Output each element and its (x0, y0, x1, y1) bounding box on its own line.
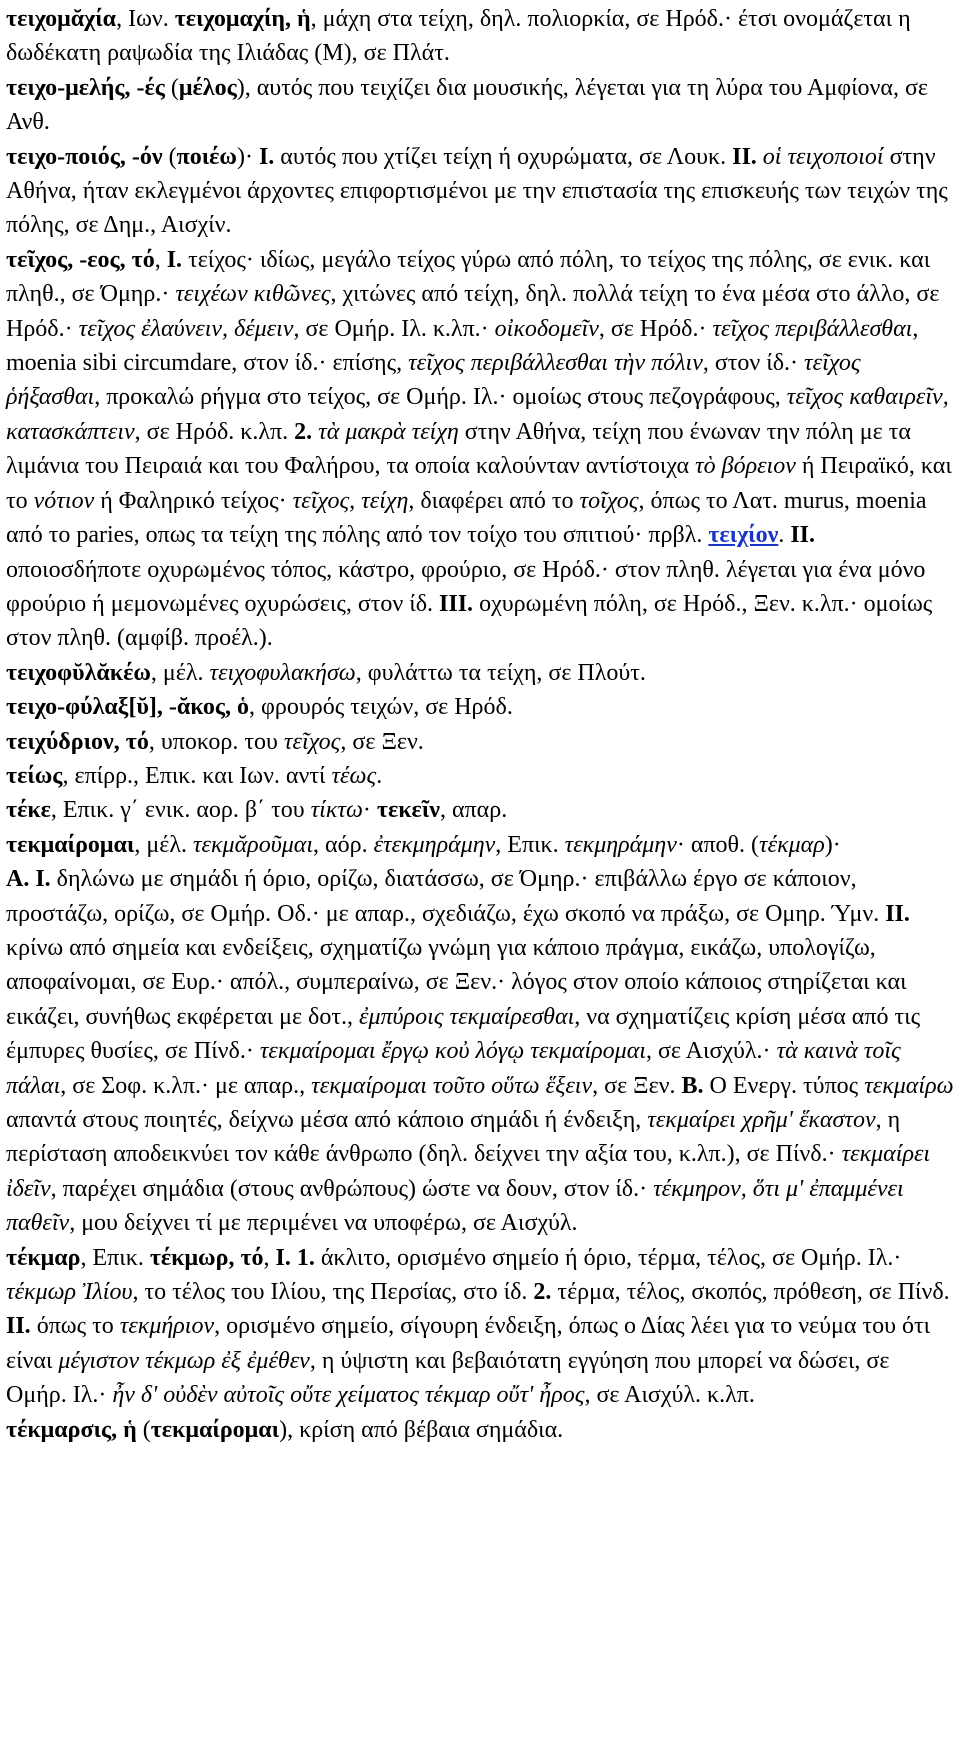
definition-text: , μάχη στα τείχη, δηλ. πολιορκία, σε Ηρόδ.· έτσι ονομάζεται η δωδέκατη ραψωδία της Ιλιάδας (Μ), σε Πλάτ. (6, 6, 911, 67)
example-text: τειχέων κιθῶνες (175, 281, 331, 308)
definition-text: , το τέλος του Ιλίου, της Περσίας, στο ίδ. (132, 1279, 534, 1306)
headword: II. (6, 1313, 31, 1340)
definition-text: , επίρρ., Επικ. και Ιων. αντί (62, 762, 332, 789)
headword: II. (885, 900, 910, 927)
example-text: τεκμήριον (119, 1313, 215, 1340)
definition-text: · (362, 797, 377, 824)
example-text: τεκμαίρομαι ἔργῳ κοὐ λόγῳ τεκμαίρομαι (259, 1038, 646, 1065)
definition-text: , διαφέρει από το (408, 487, 580, 514)
definition-text: , αόρ. (313, 831, 374, 858)
definition-text: , υποκορ. του (148, 728, 284, 755)
definition-text: άκλιτο, ορισμένο σημείο ή όριο, τέρμα, τέλος, σε Ομήρ. Ιλ.· (314, 1244, 902, 1271)
example-text: τεῖχος περιβάλλεσθαι (712, 315, 913, 342)
definition-text: , στον ίδ.· (702, 350, 805, 377)
example-text: τεῖχος καθαιρεῖν, κατασκάπτειν (6, 384, 949, 445)
definition-text: , (263, 1244, 276, 1271)
headword: τειχο-μελής, -ές (6, 74, 165, 101)
example-text: τίκτω (310, 797, 363, 824)
definition-text: , σε Ξεν. (592, 1072, 682, 1099)
definition-text: , μέλ. (150, 659, 210, 686)
definition-text: , απαρ. (439, 797, 508, 824)
definition-text: )· (236, 143, 259, 170)
definition-text: , σε Ηρόδ.· (598, 315, 713, 342)
headword: 2. (294, 418, 313, 445)
example-text: τεῖχος, τείχη (292, 487, 409, 514)
headword: 2. (533, 1279, 552, 1306)
example-text: τέκμωρ Ἰλίου (6, 1279, 133, 1306)
headword: τέκμαρ (6, 1244, 81, 1271)
example-text: τὸ βόρειον (695, 453, 796, 480)
dictionary-entry-teios (6, 759, 954, 793)
definition-text: , όπως το Λατ. murus, moenia από το paries, οπως τα τείχη της πόλης από τον τοίχο του σπιτιού· πρβλ. (6, 487, 927, 549)
definition-text: , Επικ. (80, 1244, 150, 1271)
definition-text: )· (824, 831, 841, 858)
dictionary-entry-tekmairomai-sense (6, 862, 954, 1240)
definition-text: στην Αθήνα, τείχη που ένωναν την πόλη με τα λιμάνια του Πειραιά και του Φαλήρου, τα οποία καλούνταν αντίστοιχα (6, 418, 911, 480)
headword: I. (166, 246, 183, 273)
headword: τειχο-φύλαξ[ῠ], -ᾰκος, ὁ (6, 694, 250, 721)
headword: τεκμαίρομαι (6, 831, 135, 858)
example-text: ἐμπύροις τεκμαίρεσθαι (359, 1003, 575, 1030)
example-text: τέκμαρ (759, 831, 825, 858)
headword: μέλος (178, 74, 237, 101)
headword: τείως (6, 762, 63, 789)
headword: II. (732, 143, 757, 170)
definition-text: δηλώνω με σημάδι ή όριο, ορίζω, διατάσσω, σε Όμηρ.· επιβάλλω έργο σε κάποιον, προστάζω, ορίζω, σε Ομήρ. Οδ.· με απαρ., σχεδιάζω, έχω σκοπό να πράξω, σε Ομηρ. Ύμν. (6, 866, 886, 927)
example-text: τεῖχος ῥήξασθαι (6, 350, 861, 411)
headword: τεκεῖν (376, 797, 440, 824)
example-text: τὰ μακρὰ τείχη (318, 418, 459, 445)
definition-text: , σε Σοφ. κ.λπ.· με απαρ., (60, 1072, 312, 1099)
headword: I. (258, 143, 275, 170)
headword: τέκε (6, 797, 51, 824)
example-text: ἐτεκμηράμην (373, 831, 496, 858)
definition-text: ή Πειραϊκό, και το (6, 453, 952, 514)
definition-text: , φρουρός τειχών, σε Ηρόδ. (249, 694, 513, 721)
headword: τειχοφῠλᾰκέω (6, 659, 151, 686)
definition-text: , σε Ηρόδ. κ.λπ. (134, 418, 295, 445)
definition-text: , Ιων. (116, 6, 175, 32)
example-text: τὰ καινὰ τοῖς πάλαι (6, 1038, 901, 1099)
definition-text: , σε Αισχύλ.· (645, 1038, 777, 1065)
definition-text: , να σχηματίζεις κρίση μέσα από τις έμπυρες θυσίες, σε Πίνδ.· (6, 1003, 921, 1065)
example-text: ἦν δ' οὐδὲν αὐτοῖς οὔτε χείματος τέκμαρ οὔτ' ἦρος (112, 1382, 585, 1409)
definition-text: στην Αθήνα, ήταν εκλεγμένοι άρχοντες επιφορτισμένοι με την επιστασία της επισκευής των τειχών της πόλης, σε Δημ., Αισχίν. (6, 143, 948, 239)
definition-text: ), κρίση από βέβαια σημάδια. (279, 1416, 564, 1443)
example-text: τεκμαίρομαι τοῦτο οὕτω ἕξειν (311, 1072, 593, 1099)
headword: τειχομαχίη, ἡ (174, 6, 311, 32)
headword: τεκμαίρομαι (150, 1416, 280, 1443)
example-text: οἱ τειχοποιοί (762, 143, 884, 170)
headword: τειχο-ποιός, -όν (6, 143, 163, 170)
dictionary-entry-teichomelis (6, 71, 954, 140)
headword: B. (681, 1072, 704, 1099)
headword: ποιέω (176, 143, 237, 170)
dictionary-entry-tekmarsis (6, 1413, 954, 1447)
definition-text: απαντά στους ποιητές, δείχνω μέσα από κάποιο σημάδι ή ένδειξη, (6, 1107, 648, 1133)
definition-text: , Επικ. γ΄ ενικ. αορ. β΄ του (50, 797, 311, 824)
example-text: τέκμηρον, ὅτι μ' ἐπαμμένει παθεῖν (6, 1175, 904, 1237)
headword: II. (790, 522, 816, 549)
headword: τειχομᾰχία (6, 6, 117, 32)
definition-text: όπως το (30, 1313, 120, 1340)
example-text: τεῖχος (283, 728, 341, 755)
example-text: τεκμαίρει χρῆμ' ἕκαστον (647, 1107, 876, 1133)
definition-text: ή Φαληρικό τείχος· (94, 487, 293, 514)
definition-text: · αποθ. ( (676, 831, 760, 858)
example-text: τεῖχος περιβάλλεσθαι τὴν πόλιν (408, 350, 703, 377)
definition-text: Ο Ενεργ. τύπος (703, 1072, 865, 1099)
definition-text: αυτός που χτίζει τείχη ή οχυρώματα, σε Λουκ. (274, 143, 733, 170)
definition-text: ( (162, 143, 177, 170)
dictionary-entry-teichomachia (6, 2, 954, 71)
definition-text: , η περίσταση αποδεικνύει τον κάθε άνθρωπο (δηλ. δείχνει την αξία του, κ.λπ.), σε Πίνδ.· (6, 1107, 901, 1168)
headword: τεῖχος, -εος, τό (6, 246, 155, 273)
definition-text: , μέλ. (134, 831, 193, 858)
definition-text: , (154, 246, 167, 273)
example-text: τεῖχος ἐλαύνειν, δέμειν (78, 315, 294, 342)
definition-text: . (376, 762, 383, 789)
headword: I. 1. (275, 1244, 315, 1271)
example-text: τεκμηράμην (564, 831, 677, 858)
definition-text: ( (164, 74, 179, 101)
example-text: νότιον (33, 487, 95, 514)
dictionary-entry-teichopoios (6, 140, 954, 243)
headword: τέκμαρσις, ἡ (6, 1416, 137, 1443)
example-text: τεκμαίρω (864, 1072, 954, 1099)
definition-text: , ορισμένο σημείο, σίγουρη ένδειξη, όπως ο Δίας λέει για το νεύμα του ότι είναι (6, 1313, 931, 1374)
headword: τειχύδριον, τό (6, 728, 149, 755)
example-text: τεκμαίρει ἰδεῖν (6, 1141, 931, 1202)
dictionary-entry-teke (6, 793, 954, 827)
definition-text: , η ύψιστη και βεβαιότατη εγγύηση που μπορεί να δώσει, σε Ομήρ. Ιλ.· (6, 1347, 890, 1409)
cross-reference-link[interactable]: τειχίον (708, 522, 779, 549)
example-text: τειχοφυλακήσω (209, 659, 356, 686)
definition-text: , σε Ομήρ. Ιλ. κ.λπ.· (293, 315, 495, 342)
definition-text: , χιτώνες από τείχη, δηλ. πολλά τείχη το ένα μέσα στο άλλο, σε Ηρόδ.· (6, 281, 940, 342)
dictionary-entry-teichydrion (6, 725, 954, 759)
definition-text: οποιοσδήποτε οχυρωμένος τόπος, κάστρο, φρούριο, σε Ηρόδ.· στον πληθ. λέγεται για ένα μόνο φρούριο ή μεμονωμένες οχυρώσεις, στον ίδ. (6, 556, 926, 617)
headword: τέκμωρ, τό (149, 1244, 264, 1271)
definition-text: ( (136, 1416, 151, 1443)
definition-text: , μου δείχνει τί με περιμένει να υποφέρω, σε Αισχύλ. (69, 1210, 578, 1237)
example-text: τεκμᾰροῦμαι (192, 831, 314, 858)
dictionary-entry-tekmairomai (6, 828, 954, 862)
dictionary-entry-tekmar (6, 1241, 954, 1413)
headword: A. I. (6, 866, 51, 893)
dictionary-entry-teichophylax (6, 690, 954, 724)
definition-text: ), αυτός που τειχίζει δια μουσικής, λέγεται για τη λύρα του Αμφίονα, σε Ανθ. (6, 74, 928, 136)
definition-text: τέρμα, τέλος, σκοπός, πρόθεση, σε Πίνδ. (551, 1279, 950, 1306)
definition-text: τείχος· ιδίως, μεγάλο τείχος γύρω από πόλη, το τείχος της πόλης, σε ενικ. και πληθ., σε Όμηρ.· (6, 246, 931, 308)
definition-text: . (778, 522, 791, 549)
definition-text: , Επικ. (495, 831, 565, 858)
dictionary-entry-teichos (6, 243, 954, 656)
example-text: μέγιστον τέκμωρ ἐξ ἐμέθεν (58, 1347, 310, 1374)
definition-text: , σε Αισχύλ. κ.λπ. (584, 1382, 755, 1409)
definition-text: κρίνω από σημεία και ενδείξεις, σχηματίζω γνώμη για κάποιο πράγμα, εικάζω, υπολογίζω, αποφαίνομαι, σε Ευρ.· απόλ., συμπεραίνω, σε Ξεν.· λόγος στον οποίο κάποιος στηρίζεται και εικάζει, συνήθως εκφέρεται με δοτ., (6, 934, 907, 1030)
example-text: τέως (331, 762, 377, 789)
definition-text: οχυρωμένη πόλη, σε Ηρόδ., Ξεν. κ.λπ.· ομοίως στον πληθ. (αμφίβ. προέλ.). (6, 590, 933, 652)
headword: III. (439, 590, 474, 617)
definition-text: , παρέχει σημάδια (στους ανθρώπους) ώστε να δουν, στον ίδ.· (50, 1175, 654, 1202)
example-text: οἰκοδομεῖν (494, 315, 599, 342)
definition-text: , moenia sibi circumdare, στον ίδ.· επίσης, (6, 315, 919, 377)
definition-text: , φυλάττω τα τείχη, σε Πλούτ. (355, 659, 646, 686)
example-text: τοῖχος (579, 487, 639, 514)
definition-text: , σε Ξεν. (340, 728, 424, 755)
dictionary-entry-teichophylakeo (6, 656, 954, 690)
definition-text: , προκαλώ ρήγμα στο τείχος, σε Ομήρ. Ιλ.· ομοίως στους πεζογράφους, (94, 384, 787, 411)
